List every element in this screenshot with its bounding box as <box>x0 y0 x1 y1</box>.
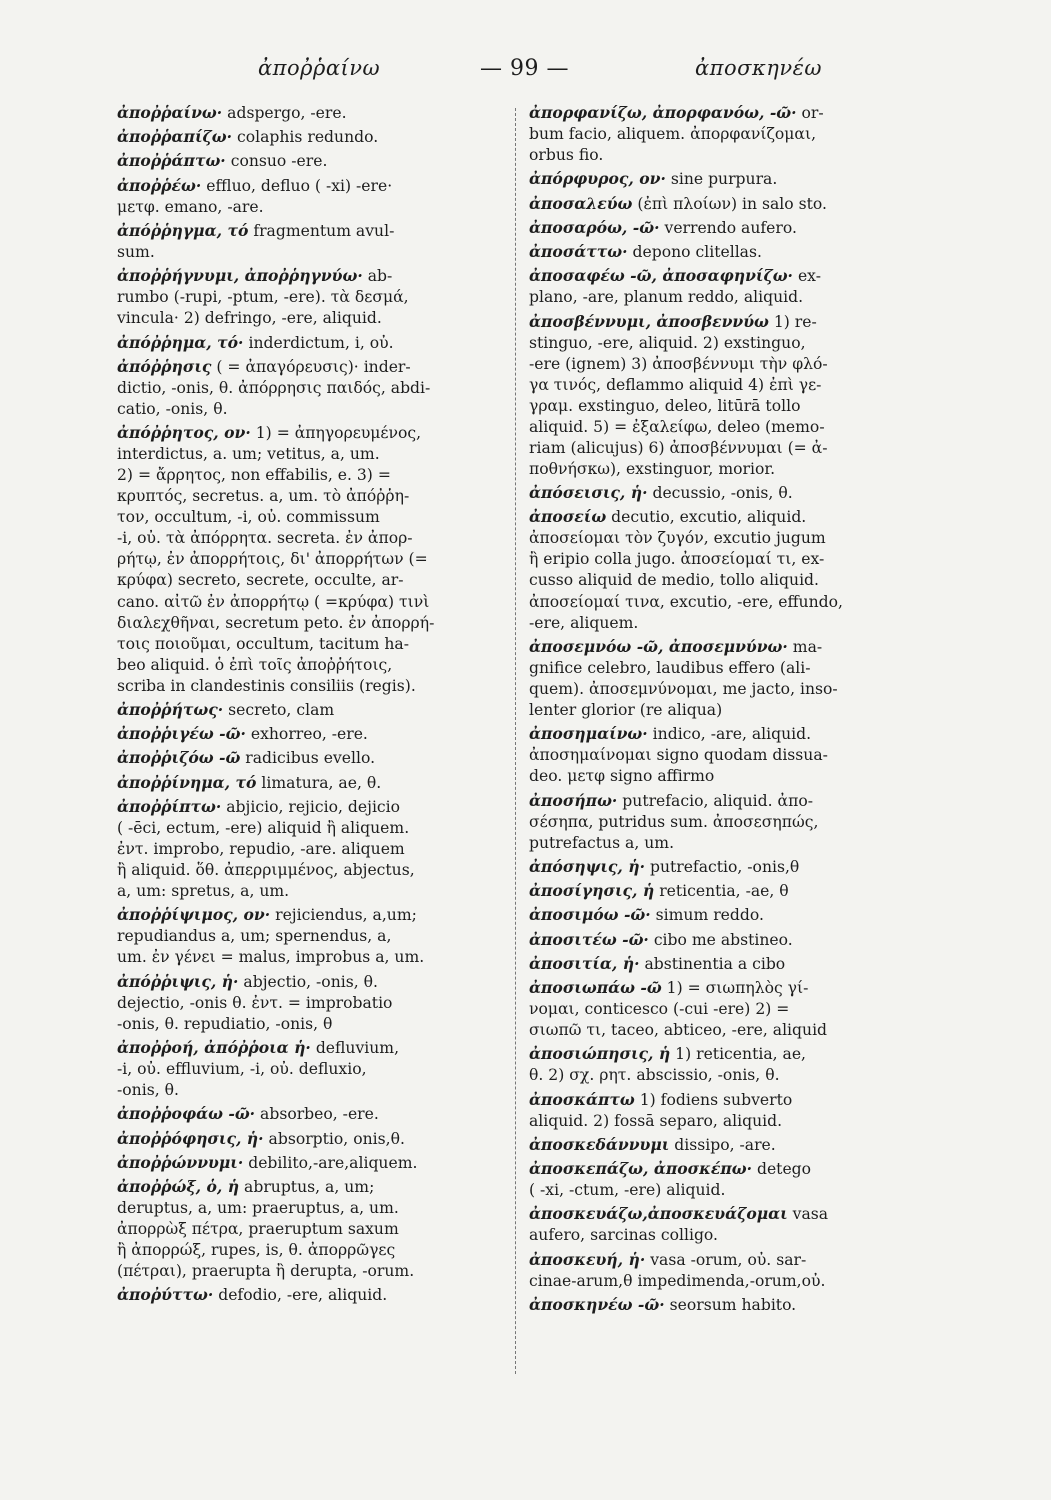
entry-line: ἀποσείω decutio, excutio, aliquid. <box>529 507 807 527</box>
entry-line: γραμ. exstinguo, deleo, litūrā tollo <box>529 396 801 415</box>
entry-line: um. ἐν γένει = malus, improbus a, um. <box>117 948 425 967</box>
entry-line: catio, -onis, θ. <box>117 399 228 418</box>
dictionary-entry <box>529 953 919 975</box>
entry-line: ἀπόῤῥηγμα, τό fragmentum avul- <box>117 220 395 240</box>
dictionary-entry <box>529 723 919 787</box>
headword: ἀπόσεισις, ἡ· <box>529 483 648 503</box>
headword: ἀποσαλεύω <box>529 193 633 213</box>
header-right-guideword: ἀποσκηνέω <box>695 56 822 80</box>
headword: ἀποσκεδάννυμι <box>529 1134 670 1154</box>
entry-line: ἀποῤῥώννυμι· debilito,-are,aliquem. <box>117 1152 418 1172</box>
entry-line: aliquid. 2) fossā separo, aliquid. <box>529 1111 783 1130</box>
entry-line: ἢ ἀπορρώξ, rupes, is, θ. ἀπορρῶγες <box>117 1241 396 1260</box>
entry-line: deruptus, a, um: praeruptus, a, um. <box>117 1199 399 1218</box>
dictionary-entry <box>529 482 919 504</box>
entry-line: ἀποῤῥόφησις, ἡ· absorptio, onis,θ. <box>117 1128 405 1148</box>
entry-line: ἢ aliquid. ὅθ. ἀπερριμμένος, abjectus, <box>117 861 415 880</box>
headword: ἀποῤῥοή, ἀπόῤῥοια ἡ· <box>117 1037 311 1057</box>
headword: ἀποῤῥέω· <box>117 175 202 195</box>
entry-line: gnifice celebro, laudibus effero (ali- <box>529 658 811 677</box>
headword: ἀποσιτία, ἡ· <box>529 953 640 973</box>
headword: ἀπόῤῥηγμα, τό <box>117 220 249 240</box>
entry-line: cano. αἰτῶ ἐν ἀπορρήτῳ ( =κρύφα) τινὶ <box>117 592 430 611</box>
headword: ἀποσαφέω -ῶ, ἀποσαφηνίζω· <box>529 266 793 286</box>
entry-line: ἀποσημαίνομαι signo quodam dissua- <box>529 746 828 765</box>
headword: ἀποσκάπτω <box>529 1089 635 1109</box>
entry-line: cinae-arum,θ impedimenda,-orum,οὐ. <box>529 1271 826 1290</box>
entry-line: μετφ. emano, -are. <box>117 197 264 216</box>
entry-line: bum facio, aliquem. ἀπορφανίζομαι, <box>529 125 817 144</box>
headword: ἀποσιωπάω -ῶ <box>529 978 662 998</box>
headword: ἀποσκευή, ἡ· <box>529 1249 646 1269</box>
entry-line: ἀποσίγησις, ἡ reticentia, -ae, θ <box>529 881 789 901</box>
dictionary-entry <box>529 1043 919 1086</box>
entry-line: aufero, sarcinas colligo. <box>529 1226 719 1245</box>
headword: ἀποσιτέω -ῶ· <box>529 929 649 949</box>
dictionary-entry <box>529 265 919 308</box>
dictionary-entry <box>529 168 919 190</box>
headword: ἀποσκηνέω -ῶ· <box>529 1294 665 1314</box>
entry-line: γα τινός, deflammo aliquid 4) ἐπὶ γε- <box>529 375 822 394</box>
column-divider <box>515 108 516 1374</box>
entry-line: ἀπόῤῥιψις, ἡ· abjectio, -onis, θ. <box>117 971 378 991</box>
entry-line: ἀποσείομαί τινα, excutio, -ere, effundo, <box>529 592 843 611</box>
left-column <box>117 102 507 1309</box>
entry-line: ἀποσιτία, ἡ· abstinentia a cibo <box>529 953 786 973</box>
entry-line: ἀποσημαίνω· indico, -are, aliquid. <box>529 724 812 744</box>
entry-line: ἀποσκεπάζω, ἀποσκέπω· detego <box>529 1159 812 1179</box>
entry-line: ἀποσαφέω -ῶ, ἀποσαφηνίζω· ex- <box>529 266 821 286</box>
entry-line: ἀποῤῥίπτω· abjicio, rejicio, dejicio <box>117 796 401 816</box>
entry-line: cusso aliquid de medio, tollo aliquid. <box>529 571 819 590</box>
entry-line: ἀποῤῥήτως· secreto, clam <box>117 699 335 719</box>
entry-line: vincula· 2) defringo, -ere, aliquid. <box>117 309 382 328</box>
entry-line: ἀποσκεδάννυμι dissipo, -are. <box>529 1134 776 1154</box>
entry-line: ἀπόρφυρος, ον· sine purpura. <box>529 169 778 189</box>
headword: ἀποσκεπάζω, ἀποσκέπω· <box>529 1159 753 1179</box>
entry-line: rumbo (-rupi, -ptum, -ere). τὰ δεσμά, <box>117 288 409 307</box>
entry-line: ἀποῤῥώξ, ὁ, ἡ abruptus, a, um; <box>117 1177 375 1196</box>
dictionary-entry <box>529 880 919 902</box>
headword: ἀποσβέννυμι, ἀποσβεννύω <box>529 311 769 331</box>
dictionary-entry <box>529 929 919 951</box>
dictionary-entry <box>117 1176 507 1282</box>
entry-line: ἀποσιωπάω -ῶ 1) = σιωπηλὸς γί- <box>529 978 809 998</box>
dictionary-entry <box>529 1134 919 1156</box>
entry-line: dejectio, -onis θ. ἐντ. = improbatio <box>117 993 393 1012</box>
entry-line: beo aliquid. ὁ ἐπὶ τοῖς ἀποῤῥήτοις, <box>117 655 393 674</box>
headword: ἀποσιμόω -ῶ· <box>529 905 651 925</box>
entry-line: -onis, θ. <box>117 1081 179 1100</box>
headword: ἀποῤῥήγνυμι, ἀποῤῥηγνύω· <box>117 266 363 286</box>
entry-line: ἀποσκηνέω -ῶ· seorsum habito. <box>529 1294 797 1314</box>
dictionary-entry <box>117 1103 507 1125</box>
dictionary-entry <box>117 1284 507 1306</box>
entry-line: scriba in clandestinis consiliis (regis). <box>117 676 416 695</box>
entry-line: ( -ēci, ectum, -ere) aliquid ἢ aliquem. <box>117 818 410 837</box>
entry-line: θ. 2) σχ. ρητ. abscissio, -onis, θ. <box>529 1066 780 1085</box>
entry-line: ἀποῤῥαίνω· adspergo, -ere. <box>117 103 347 122</box>
entry-line: (πέτραι), praerupta ἢ derupta, -orum. <box>117 1262 415 1281</box>
dictionary-entry <box>529 102 919 166</box>
entry-line: -i, οὐ. effluvium, -i, οὐ. defluxio, <box>117 1060 367 1079</box>
headword: ἀποσκευάζω,ἀποσκευάζομαι <box>529 1204 788 1224</box>
headword: ἀποῤῥίψιμος, ον· <box>117 905 271 925</box>
dictionary-entry <box>117 699 507 721</box>
entry-line: ἀποσκευάζω,ἀποσκευάζομαι vasa <box>529 1204 829 1224</box>
headword: ἀποσιώπησις, ἡ <box>529 1044 671 1064</box>
entry-line: ἀπόσηψις, ἡ· putrefactio, -onis,θ <box>529 856 800 876</box>
entry-line: ρήτῳ, ἐν ἀπορρήτοις, δι' ἀπορρήτων (= <box>117 550 428 569</box>
entry-line: -ere (ignem) 3) ἀποσβέννυμι τὴν φλό- <box>529 354 828 373</box>
dictionary-entry <box>529 1158 919 1201</box>
header-left-guideword: ἀποῤῥαίνω <box>258 56 381 80</box>
headword: ἀπόῤῥησις <box>117 356 212 376</box>
entry-line: -onis, θ. repudiatio, -onis, θ <box>117 1014 333 1033</box>
dictionary-entry <box>529 1249 919 1292</box>
dictionary-entry <box>529 977 919 1041</box>
dictionary-entry <box>117 1152 507 1174</box>
headword: ἀποῤῥώννυμι· <box>117 1152 244 1172</box>
page-number: — 99 — <box>480 56 569 81</box>
dictionary-entry <box>117 747 507 769</box>
entry-line: putrefactus a, um. <box>529 833 675 852</box>
entry-line: ἀποσήπω· putrefacio, aliquid. ἀπο- <box>529 790 813 810</box>
dictionary-entry <box>529 790 919 854</box>
dictionary-entry <box>117 150 507 172</box>
entry-line: interdictus, a. um; vetitus, a, um. <box>117 445 380 464</box>
headword: ἀπόρφυρος, ον· <box>529 169 666 189</box>
entry-line: dictio, -onis, θ. ἀπόρρησις παιδός, abdi- <box>117 378 431 397</box>
entry-line: ἀπορρὼξ πέτρα, praeruptum saxum <box>117 1220 399 1239</box>
dictionary-entry <box>117 356 507 420</box>
dictionary-entry <box>117 796 507 902</box>
dictionary-entry <box>117 422 507 697</box>
dictionary-entry <box>117 1037 507 1101</box>
headword: ἀπόῤῥημα, τό· <box>117 332 244 352</box>
entry-line: ἀποῤῥάπτω· consuo -ere. <box>117 151 328 171</box>
entry-line: plano, -are, planum reddo, aliquid. <box>529 288 804 307</box>
entry-line: ἀποσιώπησις, ἡ 1) reticentia, ae, <box>529 1044 807 1064</box>
entry-line: 2) = ἄρρητος, non effabilis, e. 3) = <box>117 466 391 485</box>
dictionary-entry <box>117 723 507 745</box>
entry-line: sum. <box>117 243 155 262</box>
entry-line: ἀποσκάπτω 1) fodiens subverto <box>529 1089 793 1109</box>
headword: ἀποσήπω· <box>529 790 618 810</box>
entry-line: σιωπῶ τι, taceo, abticeo, -ere, aliquid <box>529 1021 828 1040</box>
entry-line: ἀποσκευή, ἡ· vasa -orum, οὐ. sar- <box>529 1249 807 1269</box>
dictionary-entry <box>117 904 507 968</box>
entry-line: ἀποσβέννυμι, ἀποσβεννύω 1) re- <box>529 311 817 331</box>
headword: ἀπόσηψις, ἡ· <box>529 856 645 876</box>
entry-line: κρύφα) secreto, secrete, occulte, ar- <box>117 571 404 590</box>
headword: ἀποσείω <box>529 507 607 527</box>
entry-line: ἀποῤῥέω· effluo, defluo ( -xi) -ere· <box>117 175 393 195</box>
dictionary-entry <box>117 220 507 263</box>
entry-line: lenter glorior (re aliqua) <box>529 700 723 719</box>
entry-line: ἀποσείομαι τὸν ζυγόν, excutio jugum <box>529 529 826 548</box>
headword: ἀπορφανίζω, ἀπορφανόω, -ῶ· <box>529 103 797 122</box>
headword: ἀποσάττω· <box>529 242 628 262</box>
entry-line: riam (alicujus) 6) ἀποσβέννυμαι (= ἀ- <box>529 438 828 457</box>
dictionary-entry <box>117 772 507 794</box>
entry-line: aliquid. 5) = ἐξαλείφω, deleo (memo- <box>529 417 825 436</box>
headword: ἀπόῤῥητος, ον· <box>117 423 251 443</box>
entry-line: ἀποῤῥοφάω -ῶ· absorbeo, -ere. <box>117 1104 379 1124</box>
headword: ἀποσεμνόω -ῶ, ἀποσεμνύνω· <box>529 636 788 656</box>
headword: ἀποσαρόω, -ῶ· <box>529 217 660 237</box>
entry-line: ἀποσιμόω -ῶ· simum reddo. <box>529 905 764 925</box>
dictionary-entry <box>529 636 919 721</box>
dictionary-entry <box>529 856 919 878</box>
entry-line: ( -xi, -ctum, -ere) aliquid. <box>529 1181 726 1200</box>
entry-line: ἀποσεμνόω -ῶ, ἀποσεμνύνω· ma- <box>529 636 823 656</box>
entry-line: ἀποῤῥοή, ἀπόῤῥοια ἡ· defluvium, <box>117 1037 400 1057</box>
headword: ἀποῤῥάπτω· <box>117 151 226 171</box>
entry-line: deo. μετφ signo affirmo <box>529 767 715 786</box>
dictionary-entry <box>529 1294 919 1316</box>
entry-line: ἢ eripio colla jugo. ἀποσείομαί τι, ex- <box>529 550 825 569</box>
entry-line: ἀποῤῥιγέω -ῶ· exhorreo, -ere. <box>117 724 368 744</box>
headword: ἀποῤῥήτως· <box>117 699 224 719</box>
entry-line: -i, οὐ. τὰ ἀπόρρητα. secreta. ἐν ἀπορ- <box>117 529 413 548</box>
entry-line: ποθνήσκω), exstinguor, morior. <box>529 459 776 478</box>
entry-line: ἀποσαρόω, -ῶ· verrendo aufero. <box>529 217 797 237</box>
entry-line: ἀποσιτέω -ῶ· cibo me abstineo. <box>529 929 793 949</box>
entry-line: τον, occultum, -i, οὐ. commissum <box>117 508 380 527</box>
dictionary-entry <box>529 1203 919 1246</box>
headword: ἀπόῤῥιψις, ἡ· <box>117 971 239 991</box>
dictionary-entry <box>117 332 507 354</box>
entry-line: τοις ποιοῦμαι, occultum, tacitum ha- <box>117 634 409 653</box>
entry-line: ἀποσαλεύω (ἐπὶ πλοίων) in salo sto. <box>529 193 827 213</box>
entry-line: ἀποῤύττω· defodio, -ere, aliquid. <box>117 1285 388 1305</box>
headword: ἀποῤῥιζόω -ῶ <box>117 748 241 768</box>
headword: ἀποῤῥαίνω· <box>117 103 223 122</box>
dictionary-entry <box>529 311 919 480</box>
entry-line: repudiandus a, um; spernendus, a, <box>117 927 392 946</box>
dictionary-entry <box>117 126 507 148</box>
dictionary-entry <box>529 193 919 215</box>
dictionary-entry <box>529 506 919 633</box>
entry-line: ἀπόῤῥησις ( = ἀπαγόρευσις)· inder- <box>117 356 411 376</box>
entry-line: ἀποσάττω· depono clitellas. <box>529 242 762 262</box>
entry-line: ἀπόῤῥημα, τό· inderdictum, i, οὐ. <box>117 332 394 352</box>
entry-line: a, um: spretus, a, um. <box>117 882 290 901</box>
headword: ἀποῤῥοφάω -ῶ· <box>117 1104 256 1124</box>
entry-line: ἀπόσεισις, ἡ· decussio, -onis, θ. <box>529 483 793 503</box>
headword: ἀποῤῥίνημα, τό <box>117 772 257 792</box>
headword: ἀποσίγησις, ἡ <box>529 881 655 901</box>
headword: ἀποσημαίνω· <box>529 724 648 744</box>
dictionary-entry <box>529 904 919 926</box>
entry-line: ἐντ. improbo, repudio, -are. aliquem <box>117 839 405 858</box>
dictionary-entry <box>529 241 919 263</box>
dictionary-entry <box>117 971 507 1035</box>
headword: ἀποῤῥώξ, ὁ, ἡ <box>117 1177 240 1196</box>
entry-line: orbus fio. <box>529 146 604 165</box>
entry-line: ἀποῤῥιζόω -ῶ radicibus evello. <box>117 748 376 768</box>
entry-line: κρυπτός, secretus. a, um. τὸ ἀπόῤῥη- <box>117 487 410 506</box>
dictionary-entry <box>117 1128 507 1150</box>
dictionary-entry <box>117 102 507 124</box>
dictionary-entry <box>529 1089 919 1132</box>
entry-line: quem). ἀποσεμνύνομαι, me jacto, inso- <box>529 679 838 698</box>
entry-line: νομαι, conticesco (-cui -ere) 2) = <box>529 1000 790 1019</box>
entry-line: ἀποῤῥήγνυμι, ἀποῤῥηγνύω· ab- <box>117 266 393 286</box>
entry-line: διαλεχθῆναι, secretum peto. ἐν ἀπορρή- <box>117 613 435 632</box>
headword: ἀποῤῥιγέω -ῶ· <box>117 724 246 744</box>
entry-line: ἀποῤῥίψιμος, ον· rejiciendus, a,um; <box>117 905 417 925</box>
headword: ἀποῤῥαπίζω· <box>117 127 233 147</box>
dictionary-entry <box>529 217 919 239</box>
dictionary-entry <box>117 175 507 218</box>
entry-line: ἀπορφανίζω, ἀπορφανόω, -ῶ· or- <box>529 103 824 122</box>
headword: ἀποῤῥόφησις, ἡ· <box>117 1128 264 1148</box>
headword: ἀποῤῥίπτω· <box>117 796 222 816</box>
entry-line: ἀποῤῥίνημα, τό limatura, ae, θ. <box>117 772 382 792</box>
entry-line: ἀποῤῥαπίζω· colaphis redundo. <box>117 127 379 147</box>
headword: ἀποῤύττω· <box>117 1285 214 1305</box>
entry-line: ἀπόῤῥητος, ον· 1) = ἀπηγορευμένος, <box>117 423 422 443</box>
right-column <box>529 102 919 1318</box>
dictionary-entry <box>117 265 507 329</box>
entry-line: -ere, aliquem. <box>529 613 639 632</box>
entry-line: σέσηπα, putridus sum. ἀποσεσηπώς, <box>529 812 819 831</box>
entry-line: stinguo, -ere, aliquid. 2) exstinguo, <box>529 333 806 352</box>
